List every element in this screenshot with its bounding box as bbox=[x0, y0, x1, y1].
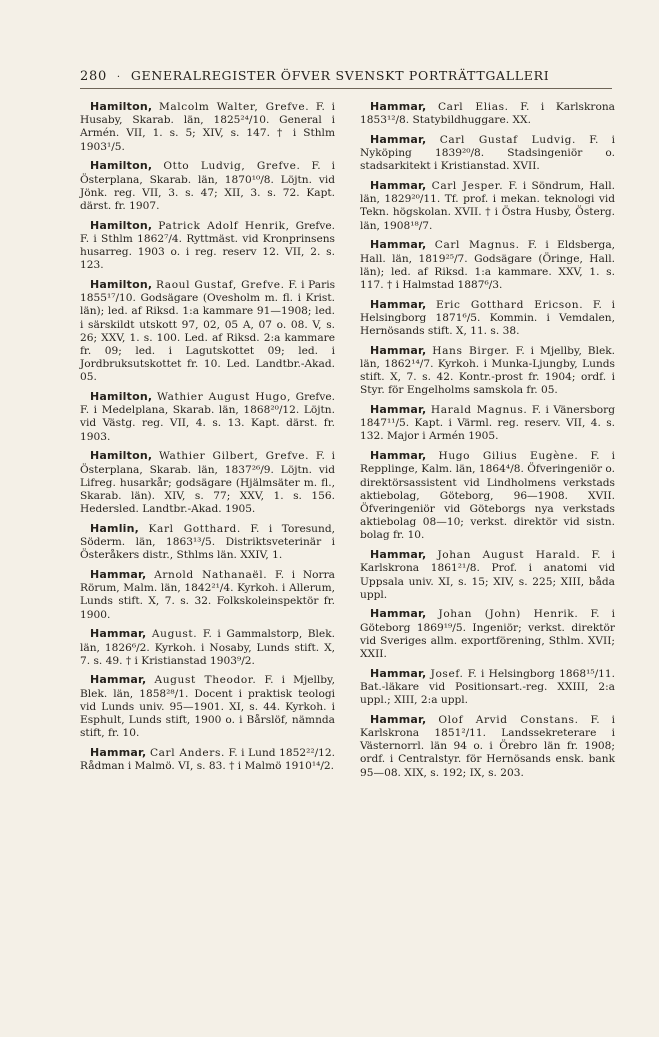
entry-given-names: August Theodor. bbox=[154, 674, 257, 687]
entry-text: F. i Helsingborg 1871⁶/5. Kommin. i Vemdalen, Hernösands stift. X, 11. s. 38. bbox=[360, 298, 615, 338]
entry-text: F. i Eldsberga, Hall. län, 1819²⁵/7. Godsägare (Öringe, Hall. län); led. af Riksd. 1:a kammare. XXV, 1. s. 117. † i Halmstad 1887⁶/3. bbox=[360, 239, 615, 291]
register-entry bbox=[360, 449, 615, 542]
entry-text: F. i Karlskrona 1861²¹/8. Prof. i anatomi vid Uppsala univ. XI, s. 15; XIV, s. 225; XIII, båda uppl. bbox=[360, 549, 615, 601]
entry-text: F. i Mjellby, Blek. län, 1858²⁸/1. Docent i praktisk teologi vid Lunds univ. 95—1901. XI, s. 44. Kyrkoh. i Esphult, Lunds stift, 1900 o. i Bårslöf, nämnda stift, fr. 10. bbox=[80, 674, 335, 740]
entry-text: F. i Husaby, Skarab. län, 1825²⁴/10. General i Armén. VII, 1. s. 5; XIV, s. 147. † i Sthlm 1903¹/5. bbox=[80, 101, 335, 153]
entry-surname: Hamilton, bbox=[90, 100, 153, 113]
entry-text: Grefve. F. i Medelplana, Skarab. län, 1868²⁰/12. Löjtn. vid Västg. reg. VII, 4. s. 13. Kapt. därst. fr. 1903. bbox=[80, 391, 335, 443]
entry-surname: Hamilton, bbox=[90, 159, 153, 173]
register-entry bbox=[360, 713, 615, 780]
entry-text: F. i Gammalstorp, Blek. län, 1826⁶/2. Kyrkoh. i Nosaby, Lunds stift. X, 7. s. 49. † i Kristianstad 1903⁹/2. bbox=[80, 628, 335, 667]
entry-surname: Hammar, bbox=[370, 666, 427, 680]
entry-surname: Hammar, bbox=[90, 627, 147, 641]
entry-surname: Hammar, bbox=[370, 607, 427, 621]
entry-given-names: Patrick Adolf Henrik, bbox=[158, 219, 290, 232]
register-entry bbox=[80, 159, 335, 213]
entry-given-names: Malcolm Walter, Grefve. bbox=[158, 101, 310, 113]
entry-surname: Hamilton, bbox=[90, 390, 153, 404]
entry-given-names: Karl Gotthard. bbox=[148, 522, 241, 535]
register-entry bbox=[80, 449, 335, 516]
entry-given-names: Olof Arvid Constans. bbox=[438, 713, 579, 726]
register-entry bbox=[80, 100, 335, 154]
running-title: GENERALREGISTER ÖFVER SVENSKT PORTRÄTTGALLERI bbox=[130, 68, 550, 83]
entry-surname: Hammar, bbox=[370, 179, 427, 193]
entry-surname: Hamilton, bbox=[90, 449, 153, 463]
entry-given-names: Otto Ludvig, Grefve. bbox=[163, 160, 301, 173]
entry-text: Grefve. F. i Sthlm 1862⁷/4. Ryttmäst. vid Kronprinsens husarreg. 1903 o. i reg. reserv 12. VII, 2. s. 123. bbox=[80, 219, 335, 272]
entry-surname: Hammar, bbox=[370, 403, 427, 417]
entry-given-names: Wathier August Hugo, bbox=[157, 391, 291, 404]
entry-given-names: Carl Jesper. bbox=[431, 180, 504, 193]
register-entry bbox=[360, 548, 615, 602]
entry-surname: Hammar, bbox=[370, 548, 427, 562]
entry-text: F. i Göteborg 1869¹⁹/5. Ingeniör; verkst. direktör vid Sveriges allm. exportförening, Sthlm. XVII; XXII. bbox=[360, 608, 615, 661]
entry-given-names: Carl Magnus. bbox=[434, 239, 520, 252]
entry-surname: Hamilton, bbox=[90, 218, 153, 232]
register-entry bbox=[80, 746, 335, 773]
entry-given-names: Wathier Gilbert, Grefve. bbox=[158, 450, 310, 463]
entry-surname: Hammar, bbox=[90, 568, 147, 581]
entry-text: F. i Helsingborg 1868¹⁵/11. Bat.-läkare vid Positionsart.-reg. XXIII, 2:a uppl.; XIII, 2:a uppl. bbox=[360, 667, 616, 707]
entry-given-names: Arnold Nathanaël. bbox=[154, 569, 268, 581]
register-entry bbox=[80, 522, 335, 563]
entry-text: F. i Lund 1852²²/12. Rådman i Malmö. VI, s. 83. † i Malmö 1910¹⁴/2. bbox=[80, 746, 335, 773]
entry-given-names: Hugo Gilius Eugène. bbox=[438, 450, 579, 463]
entry-surname: Hamlin, bbox=[90, 521, 140, 535]
entry-text: F. i Vänersborg 1847¹¹/5. Kapt. i Värml. reg. reserv. VII, 4. s. 132. Major i Armén 1905. bbox=[360, 404, 616, 443]
entry-given-names: Carl Anders. bbox=[149, 746, 225, 759]
register-entry bbox=[360, 100, 615, 127]
register-entry bbox=[360, 238, 615, 292]
register-entry bbox=[360, 607, 615, 661]
page-number: 280 bbox=[80, 69, 107, 84]
entry-given-names: Josef. bbox=[430, 667, 464, 680]
page-header bbox=[80, 68, 610, 84]
entry-text: F. i Mjellby, Blek. län, 1862¹⁴/7. Kyrkoh. i Munka-Ljungby, Lunds stift. X, 7. s. 42. Kontr.-prost fr. 1904; ordf. i Styr. för Engelholms samskola fr. 05. bbox=[360, 344, 616, 397]
header-rule bbox=[80, 88, 612, 89]
entry-given-names: Johan (John) Henrik. bbox=[438, 608, 579, 621]
entry-text: F. i Norra Rörum, Malm. län, 1842²¹/4. Kyrkoh. i Allerum, Lunds stift. X, 7. s. 32. Folkskoleinspektör fr. 1900. bbox=[80, 569, 335, 621]
entry-given-names: Hans Birger. bbox=[432, 344, 510, 357]
entry-surname: Hamilton, bbox=[90, 277, 153, 291]
register-entry bbox=[80, 278, 335, 385]
entry-given-names: August. bbox=[151, 628, 198, 641]
entry-surname: Hammar, bbox=[370, 343, 427, 357]
entry-text: F. i Paris 1855¹⁷/10. Godsägare (Ovesholm m. fl. i Krist. län); led. af Riksd. 1:a kammare 91—1908; led. i särskildt utskott 97, 02, 05 A, 07 o. 08. V, s. 26; XXV, 1. s. 100. Led. af Riksd. 2:a kammare fr. 09; led. i Lagutskottet 09; led. i Jordbruksutskottet fr. 10. Led. Landtbr.-Akad. 05. bbox=[80, 278, 336, 384]
register-entry bbox=[360, 667, 615, 708]
entry-text: F. i Toresund, Söderm. län, 1863¹³/5. Distriktsveterinär i Österåkers distr., Sthlms län. XXIV, 1. bbox=[80, 522, 335, 562]
register-entry bbox=[360, 133, 615, 174]
register-entry bbox=[360, 403, 615, 444]
entry-surname: Hammar, bbox=[90, 673, 147, 687]
register-entry bbox=[360, 179, 615, 233]
register-entry bbox=[80, 390, 335, 444]
entry-surname: Hammar, bbox=[90, 745, 147, 759]
header-separator: · bbox=[116, 72, 121, 83]
entry-text: F. i Österplana, Skarab. län, 1870¹⁰/8. Löjtn. vid Jönk. reg. VII, 3. s. 47; XII, 3. s. 72. Kapt. därst. fr. 1907. bbox=[80, 160, 336, 212]
entry-surname: Hammar, bbox=[370, 297, 427, 311]
entry-given-names: Raoul Gustaf, Grefve. bbox=[155, 278, 285, 291]
register-entry bbox=[80, 673, 335, 740]
register-entry bbox=[80, 627, 335, 668]
right-column bbox=[360, 100, 615, 785]
entry-given-names: Carl Gustaf Ludvig. bbox=[439, 133, 576, 146]
register-entry bbox=[360, 344, 615, 398]
register-entry bbox=[80, 219, 335, 273]
entry-text: F. i Karlskrona 1853¹²/8. Statybildhuggare. XX. bbox=[360, 101, 615, 127]
entry-surname: Hammar, bbox=[370, 449, 427, 463]
entry-text: F. i Österplana, Skarab. län, 1837²⁶/9. Löjtn. vid Lifreg. husarkår; godsägare (Hjälmsäter m. fl., Skarab. län). XIV, s. 77; XXV, 1. s. 156. Hedersled. Landtbr.-Akad. 1905. bbox=[80, 450, 336, 516]
entry-surname: Hammar, bbox=[370, 238, 427, 252]
register-entry bbox=[360, 298, 615, 339]
entry-text: F. i Söndrum, Hall. län, 1829²⁰/11. Tf. prof. i mekan. teknologi vid Tekn. högskolan. XVII. † i Östra Husby, Österg. län, 1908¹⁸/7. bbox=[360, 180, 615, 232]
entry-text: F. i Repplinge, Kalm. län, 1864⁴/8. Öfveringeniör o. direktörsassistent vid Lindholmens verkstads aktiebolag, Göteborg, 96—1908. XVII. Öfveringeniör vid Göteborgs nya verkstads aktiebolag 08—10; verkst. direktör vid sistn. bolag fr. 10. bbox=[360, 450, 616, 542]
entry-given-names: Carl Elias. bbox=[437, 101, 509, 113]
register-entry bbox=[80, 568, 335, 622]
entry-surname: Hammar, bbox=[370, 100, 427, 113]
entry-given-names: Johan August Harald. bbox=[437, 549, 581, 562]
entry-text: F. i Karlskrona 1851²/11. Landssekreterare i Västernorrl. län 94 o. i Örebro län fr. 1908; ordf. i Centralstyr. för Hernösands ensk. bank 95—08. XIX, s. 192; IX, s. 203. bbox=[360, 713, 615, 779]
entry-surname: Hammar, bbox=[370, 132, 427, 146]
entry-surname: Hammar, bbox=[370, 712, 427, 726]
entry-given-names: Harald Magnus. bbox=[430, 404, 528, 417]
left-column bbox=[80, 100, 335, 779]
entry-given-names: Eric Gotthard Ericson. bbox=[436, 298, 584, 311]
entry-text: F. i Nyköping 1839²⁰/8. Stadsingeniör o. stadsarkitekt i Kristianstad. XVII. bbox=[360, 133, 616, 173]
